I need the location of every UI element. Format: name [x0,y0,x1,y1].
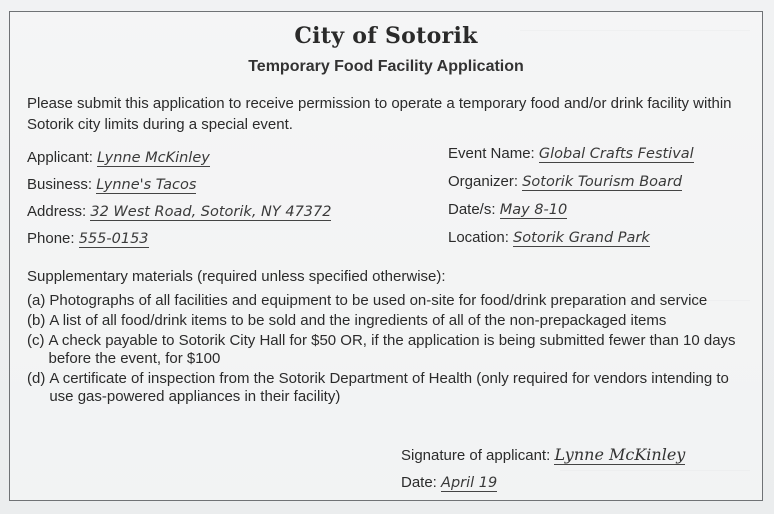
item-text: A certificate of inspection from the Sotorik Department of Health (only required for vendors intending to use gas-powered appliances in their facility) [49,370,729,405]
dates-field [448,201,567,218]
item-label: (d) [27,370,46,387]
form-title: Temporary Food Facility Application [248,58,524,75]
dates-value: May 8-10 [499,202,568,218]
list-item [27,332,747,368]
dates-label: Date/s: [448,201,496,218]
address-field [27,203,331,220]
item-label: (c) [27,332,45,349]
list-item [27,292,747,310]
organizer-value: Sotorik Tourism Board [522,174,683,190]
phone-label: Phone: [27,230,75,247]
phone-field [27,230,149,247]
business-label: Business: [27,176,93,193]
item-label: (b) [27,312,46,329]
applicant-label: Applicant: [27,149,93,166]
signature-label: Signature of applicant: [401,447,551,464]
applicant-field [27,149,210,166]
item-text: Photographs of all facilities and equipment to be used on-site for food/drink preparation and service [49,292,708,309]
phone-value: 555-0153 [78,231,149,247]
signature-row [401,445,685,464]
signature-value: Lynne McKinley [554,445,686,464]
date-label: Date: [401,474,437,491]
city-title: City of Sotorik [294,23,478,49]
item-text: A check payable to Sotorik City Hall for $50 OR, if the application is being submitted fewer than 10 days before the event, for $100 [48,332,736,367]
location-field [448,229,650,246]
list-item [27,312,747,330]
date-row [401,474,497,491]
location-label: Location: [448,229,509,246]
address-value: 32 West Road, Sotorik, NY 47372 [90,204,332,220]
organizer-label: Organizer: [448,173,519,190]
event-name-field [448,145,694,162]
item-text: A list of all food/drink items to be sold and the ingredients of all of the non-prepackaged items [49,312,667,329]
organizer-field [448,173,682,190]
location-value: Sotorik Grand Park [513,230,650,246]
business-value: Lynne's Tacos [96,177,197,193]
date-value: April 19 [441,475,498,491]
address-label: Address: [27,203,87,220]
item-label: (a) [27,292,46,309]
applicant-value: Lynne McKinley [97,150,210,166]
event-name-label: Event Name: [448,145,535,162]
supplementary-list [27,292,747,408]
intro-text: Please submit this application to receive permission to operate a temporary food and/or drink facility within Sotorik city limits during a special event. [27,95,732,133]
supplementary-heading: Supplementary materials (required unless specified otherwise): [27,268,446,285]
event-name-value: Global Crafts Festival [538,146,694,162]
business-field [27,176,196,193]
application-form [9,11,763,501]
list-item [27,370,747,406]
